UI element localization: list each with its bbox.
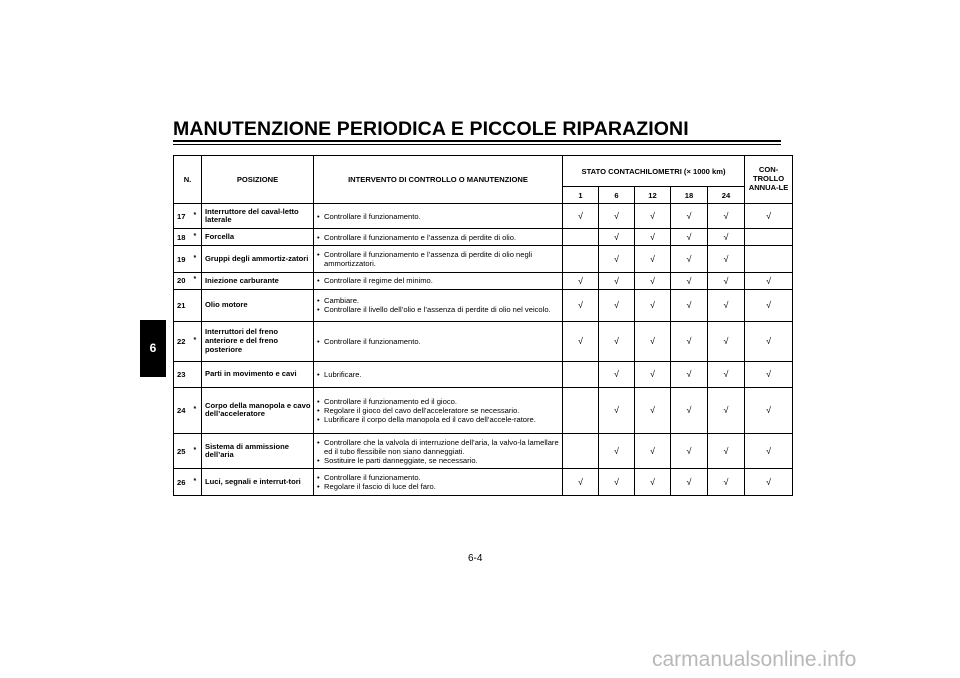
check-km-1: [563, 229, 599, 246]
row-position: Interruttori del freno anteriore e del freno posteriore: [202, 321, 314, 361]
check-annual: [745, 246, 793, 273]
task-item: • Controllare il livello dell’olio e l’assenza di perdite di olio nel veicolo.: [317, 305, 560, 314]
check-km-1: [563, 246, 599, 273]
check-km-6: √: [599, 204, 635, 229]
check-km-24: √: [708, 362, 745, 387]
check-annual: √: [745, 434, 793, 469]
check-km-6: √: [599, 246, 635, 273]
row-number: 18: [174, 229, 192, 246]
table-row: [174, 321, 793, 361]
check-km-12: √: [635, 362, 671, 387]
check-annual: √: [745, 387, 793, 434]
table-row: [174, 229, 793, 246]
check-km-1: [563, 434, 599, 469]
check-annual: [745, 229, 793, 246]
maintenance-table: [173, 155, 793, 496]
row-number: 23: [174, 362, 192, 387]
table-row: [174, 289, 793, 321]
check-km-1: [563, 362, 599, 387]
chapter-tab: 6: [140, 320, 166, 377]
check-km-12: √: [635, 204, 671, 229]
check-km-12: √: [635, 272, 671, 289]
check-km-12: √: [635, 229, 671, 246]
check-km-6: √: [599, 387, 635, 434]
check-km-1: [563, 387, 599, 434]
check-km-6: √: [599, 321, 635, 361]
task-item: • Controllare il regime del minimo.: [317, 276, 560, 285]
check-km-18: √: [671, 246, 708, 273]
table-row: [174, 362, 793, 387]
row-star-cell: [192, 434, 202, 469]
page-number: 6-4: [468, 553, 483, 564]
row-position: Gruppi degli ammortiz-zatori: [202, 246, 314, 273]
row-position: Corpo della manopola e cavo dell’acceleratore: [202, 387, 314, 434]
check-km-6: √: [599, 289, 635, 321]
task-item: • Controllare il funzionamento e l’assenza di perdite di olio negli ammortizzatori.: [317, 250, 560, 268]
table-row: [174, 387, 793, 434]
check-km-24: √: [708, 387, 745, 434]
row-number: 25: [174, 434, 192, 469]
header-intervention: INTERVENTO DI CONTROLLO O MANUTENZIONE: [314, 156, 563, 204]
header-num: N.: [174, 156, 202, 204]
row-intervention: [314, 204, 563, 229]
task-item: • Regolare il fascio di luce del faro.: [317, 482, 560, 491]
check-annual: √: [745, 272, 793, 289]
row-intervention: [314, 434, 563, 469]
header-odometer: STATO CONTACHILOMETRI (× 1000 km): [563, 156, 745, 187]
check-km-18: √: [671, 434, 708, 469]
task-item: • Regolare il gioco del cavo dell’acceleratore se necessario.: [317, 406, 560, 415]
row-number: 22: [174, 321, 192, 361]
task-item: • Controllare il funzionamento ed il gioco.: [317, 397, 560, 406]
check-km-24: √: [708, 272, 745, 289]
row-star-cell: [192, 229, 202, 246]
check-km-18: √: [671, 387, 708, 434]
check-km-18: √: [671, 229, 708, 246]
header-km-24: 24: [708, 187, 745, 204]
row-star-cell: [192, 362, 202, 387]
check-km-18: √: [671, 289, 708, 321]
asterisk-mark: *: [193, 276, 197, 284]
check-km-12: √: [635, 289, 671, 321]
check-km-1: √: [563, 272, 599, 289]
asterisk-mark: *: [193, 254, 197, 262]
row-star-cell: [192, 387, 202, 434]
check-annual: √: [745, 289, 793, 321]
header-position: POSIZIONE: [202, 156, 314, 204]
check-km-24: √: [708, 246, 745, 273]
task-item: • Controllare che la valvola di interruzione dell’aria, la valvo-la lamellare ed il tubo flessibile non siano danneggiati.: [317, 438, 560, 456]
check-km-24: √: [708, 321, 745, 361]
table-row: [174, 469, 793, 496]
check-km-24: √: [708, 204, 745, 229]
asterisk-mark: *: [193, 232, 197, 240]
row-position: Parti in movimento e cavi: [202, 362, 314, 387]
task-item: • Cambiare.: [317, 296, 560, 305]
check-km-24: √: [708, 229, 745, 246]
table-row: [174, 204, 793, 229]
row-intervention: [314, 362, 563, 387]
check-km-12: √: [635, 321, 671, 361]
check-km-24: √: [708, 469, 745, 496]
check-km-6: √: [599, 469, 635, 496]
check-km-18: √: [671, 321, 708, 361]
task-item: • Lubrificare.: [317, 370, 560, 379]
check-km-6: √: [599, 229, 635, 246]
row-number: 20: [174, 272, 192, 289]
task-item: • Controllare il funzionamento.: [317, 212, 560, 221]
check-km-18: √: [671, 204, 708, 229]
asterisk-mark: *: [193, 405, 197, 413]
table-row: [174, 272, 793, 289]
check-km-12: √: [635, 387, 671, 434]
header-km-12: 12: [635, 187, 671, 204]
asterisk-mark: *: [193, 211, 197, 219]
task-item: • Sostituire le parti danneggiate, se necessario.: [317, 456, 560, 465]
page-title: MANUTENZIONE PERIODICA E PICCOLE RIPARAZIONI: [173, 118, 689, 140]
row-star-cell: [192, 246, 202, 273]
check-annual: √: [745, 362, 793, 387]
row-position: Interruttore del caval-letto laterale: [202, 204, 314, 229]
row-position: Luci, segnali e interrut-tori: [202, 469, 314, 496]
row-number: 21: [174, 289, 192, 321]
asterisk-mark: *: [193, 336, 197, 344]
row-number: 17: [174, 204, 192, 229]
check-km-24: √: [708, 434, 745, 469]
header-km-1: 1: [563, 187, 599, 204]
header-km-18: 18: [671, 187, 708, 204]
check-km-18: √: [671, 362, 708, 387]
row-intervention: [314, 321, 563, 361]
table-row: [174, 246, 793, 273]
row-number: 26: [174, 469, 192, 496]
check-km-1: √: [563, 469, 599, 496]
watermark: carmanualsonline.info: [652, 648, 857, 671]
asterisk-mark: *: [193, 446, 197, 454]
row-star-cell: [192, 321, 202, 361]
asterisk-mark: *: [193, 477, 197, 485]
task-item: • Controllare il funzionamento.: [317, 337, 560, 346]
row-number: 24: [174, 387, 192, 434]
check-km-18: √: [671, 469, 708, 496]
check-km-6: √: [599, 434, 635, 469]
task-item: • Lubrificare il corpo della manopola ed il cavo dell’accele-ratore.: [317, 415, 560, 424]
title-rule: [173, 140, 781, 142]
task-item: • Controllare il funzionamento.: [317, 473, 560, 482]
check-km-12: √: [635, 246, 671, 273]
check-km-24: √: [708, 289, 745, 321]
check-km-12: √: [635, 434, 671, 469]
row-position: Olio motore: [202, 289, 314, 321]
header-km-6: 6: [599, 187, 635, 204]
row-number: 19: [174, 246, 192, 273]
check-km-1: √: [563, 204, 599, 229]
check-km-18: √: [671, 272, 708, 289]
header-annual: CON-TROLLO ANNUA-LE: [745, 156, 793, 204]
row-intervention: [314, 387, 563, 434]
check-annual: √: [745, 321, 793, 361]
check-annual: √: [745, 469, 793, 496]
row-intervention: [314, 289, 563, 321]
row-star-cell: [192, 204, 202, 229]
check-km-1: √: [563, 289, 599, 321]
check-annual: √: [745, 204, 793, 229]
row-intervention: [314, 229, 563, 246]
row-position: Iniezione carburante: [202, 272, 314, 289]
row-position: Forcella: [202, 229, 314, 246]
row-star-cell: [192, 272, 202, 289]
check-km-6: √: [599, 272, 635, 289]
row-position: Sistema di ammissione dell’aria: [202, 434, 314, 469]
check-km-6: √: [599, 362, 635, 387]
row-star-cell: [192, 289, 202, 321]
check-km-12: √: [635, 469, 671, 496]
row-intervention: [314, 469, 563, 496]
task-item: • Controllare il funzionamento e l’assenza di perdite di olio.: [317, 233, 560, 242]
title-rule-thin: [173, 144, 781, 145]
row-star-cell: [192, 469, 202, 496]
table-row: [174, 434, 793, 469]
check-km-1: √: [563, 321, 599, 361]
row-intervention: [314, 272, 563, 289]
row-intervention: [314, 246, 563, 273]
